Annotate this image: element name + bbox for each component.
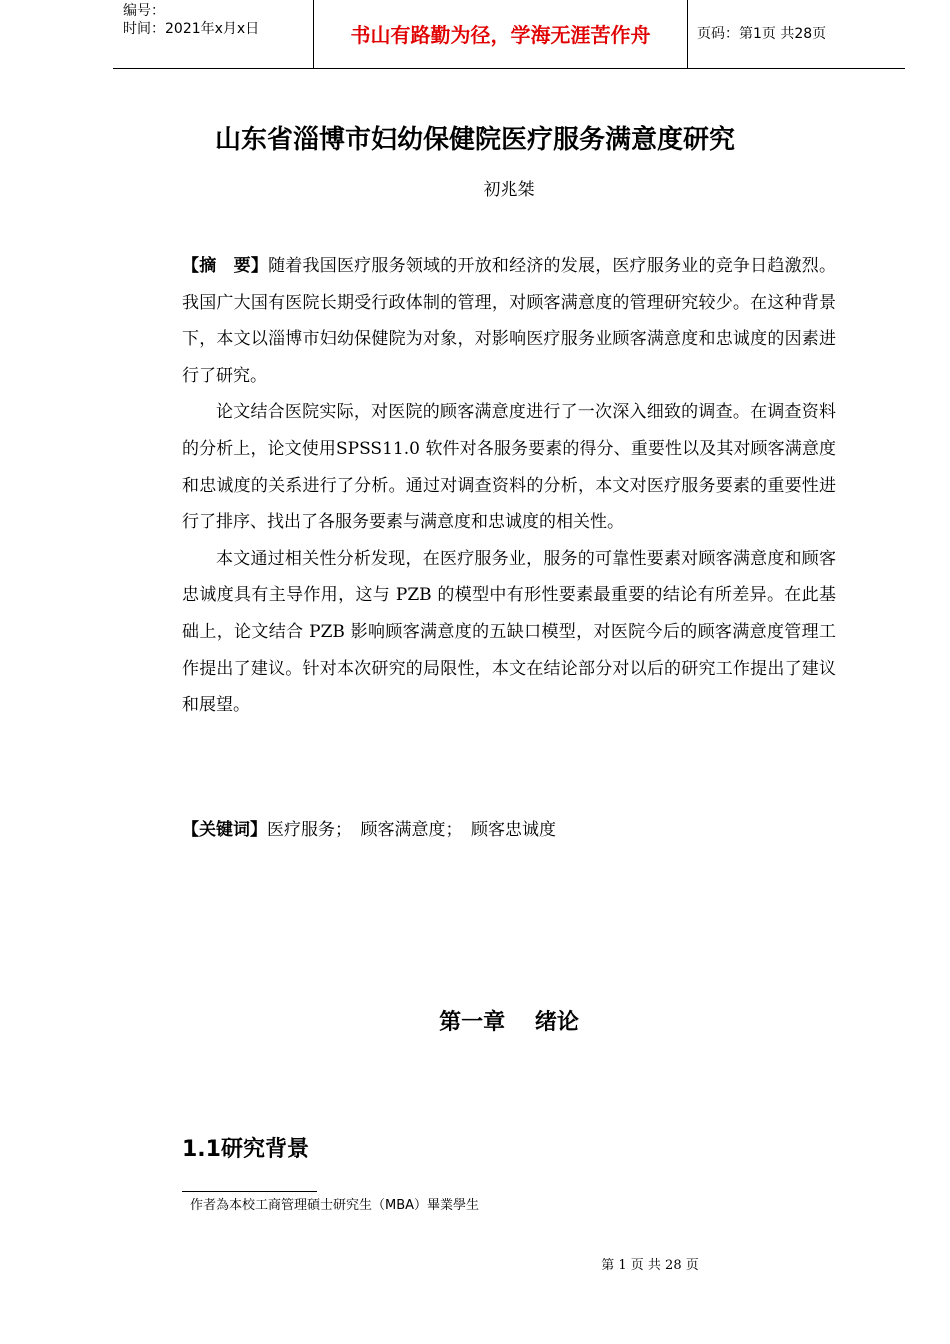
abstract	[182, 248, 836, 724]
page-footer: 第 1 页 共 28 页	[601, 1258, 699, 1273]
header-page-cell	[688, 0, 905, 68]
document-author: 初兆桀	[483, 180, 535, 200]
footnote-divider	[182, 1191, 317, 1192]
header-motto: 书山有路勤为径，学海无涯苦作舟	[350, 23, 651, 47]
abstract-paragraph	[182, 248, 836, 394]
keywords-text: 医疗服务； 顾客满意度； 顾客忠诚度	[267, 820, 556, 840]
document-date: 时间：2021年x月x日	[123, 21, 260, 37]
abstract-text: 随着我国医疗服务领域的开放和经济的发展，医疗服务业的竞争日趋激烈。我国广大国有医院长期受行政体制的管理，对顾客满意度的管理研究较少。在这种背景下，本文以淄博市妇幼保健院为对象，对影响医疗服务业顾客满意度和忠诚度的因素进行了研究。	[182, 256, 837, 386]
footnote: 作者為本校工商管理碩士研究生（MBA）畢業學生	[190, 1198, 480, 1213]
header-page-info: 页码：第1页 共28页	[697, 26, 827, 42]
document-number-label: 编号：	[123, 3, 165, 19]
section-heading: 1.1研究背景	[182, 1137, 309, 1162]
header-motto-cell	[314, 0, 688, 68]
document-title: 山东省淄博市妇幼保健院医疗服务满意度研究	[214, 125, 735, 155]
abstract-paragraph: 本文通过相关性分析发现，在医疗服务业，服务的可靠性要素对顾客满意度和顾客忠诚度具有主导作用，这与 PZB 的模型中有形性要素最重要的结论有所差异。在此基础上，论文结合 PZB 影响顾客满意度的五缺口模型，对医院今后的顾客满意度管理工作提出了建议。针对本次研究的局限性，本文在结论部分对以后的研究工作提出了建议和展望。	[182, 548, 836, 716]
abstract-label: 【摘 要】	[182, 256, 269, 276]
abstract-paragraph: 论文结合医院实际，对医院的顾客满意度进行了一次深入细致的调查。在调查资料的分析上，论文使用SPSS11.0 软件对各服务要素的得分、重要性以及其对顾客满意度和忠诚度的关系进行了分析。通过对调查资料的分析，本文对医疗服务要素的重要性进行了排序、找出了各服务要素与满意度和忠诚度的相关性。	[182, 402, 836, 533]
keywords-label: 【关键词】	[182, 820, 267, 840]
page-header	[113, 0, 905, 69]
chapter-heading: 第一章 绪论	[439, 1010, 579, 1035]
keywords	[182, 815, 556, 845]
header-info-cell	[113, 0, 314, 68]
